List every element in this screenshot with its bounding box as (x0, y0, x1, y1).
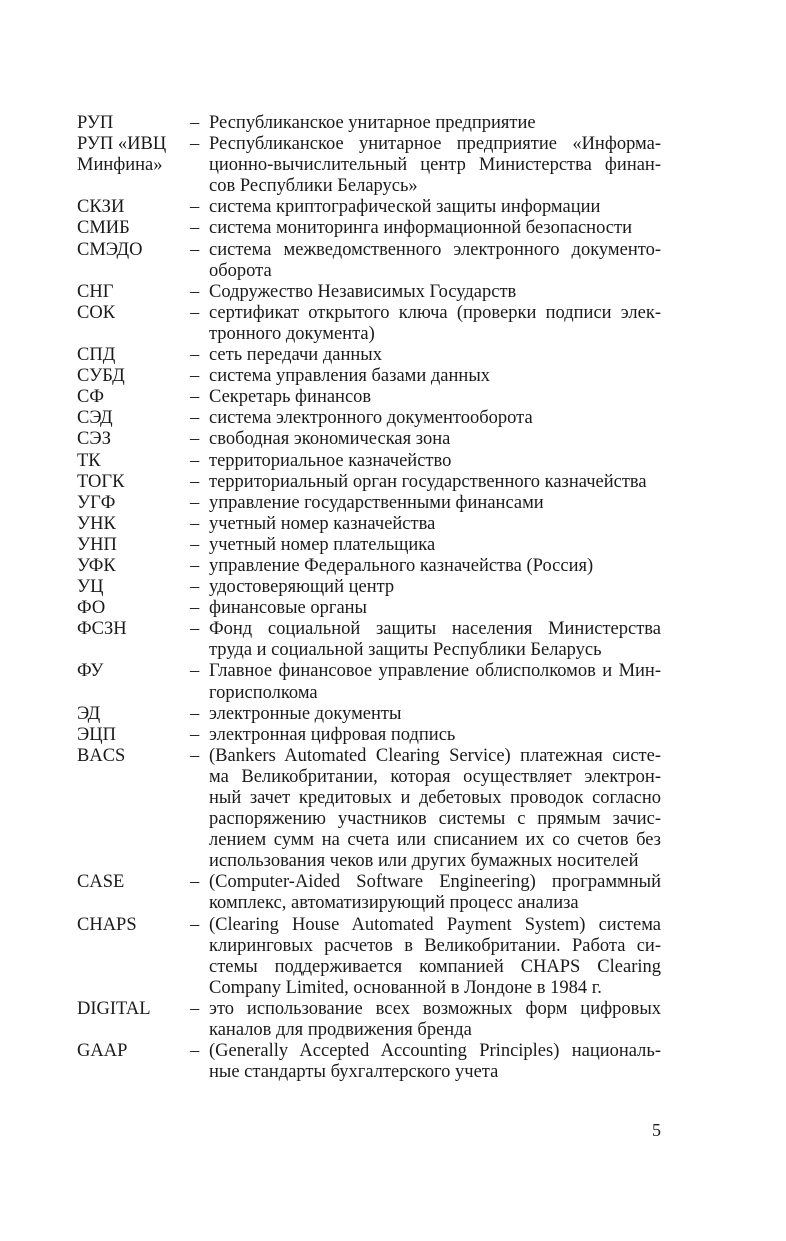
abbreviation-term-line: СОК (77, 302, 116, 323)
abbreviation-term-line: BACS (77, 745, 126, 766)
abbreviation-definition (209, 240, 661, 282)
abbreviation-term-line: СЭЗ (77, 429, 112, 450)
abbreviation-definition (209, 704, 661, 725)
abbreviation-entry (77, 915, 662, 999)
definition-line: это использование всех возможных форм цифровых (209, 998, 661, 1019)
definition-line: финансовые органы (209, 598, 367, 619)
abbreviation-term (77, 556, 190, 577)
abbreviation-term (77, 725, 190, 746)
definition-line: электронная цифровая подпись (209, 724, 456, 745)
definition-line: Главное финансовое управление облисполкомов и Мин- (209, 661, 661, 682)
definition-line: удостоверяющий центр (209, 577, 395, 598)
abbreviation-term-line: СНГ (77, 281, 114, 302)
abbreviation-entry (77, 577, 662, 598)
abbreviation-term (77, 661, 190, 703)
abbreviation-term-line: РУП (77, 113, 114, 133)
abbreviation-entry (77, 134, 662, 197)
definition-line: управление Федерального казначейства (Россия) (209, 555, 594, 576)
abbreviation-term (77, 240, 190, 282)
abbreviation-entry (77, 429, 662, 450)
abbreviation-entry (77, 303, 662, 345)
abbreviation-term (77, 408, 190, 429)
abbreviation-entry (77, 872, 662, 914)
definition-line: система криптографической защиты информации (209, 197, 601, 218)
definition-line: (Generally Accepted Accounting Principles) националь- (209, 1041, 661, 1062)
abbreviation-term-line: ЭЦП (77, 724, 116, 745)
abbreviation-term (77, 366, 190, 387)
dash-separator: – (190, 724, 200, 745)
abbreviation-term (77, 999, 190, 1041)
definition-line: свободная экономическая зона (209, 429, 451, 450)
dash-separator: – (190, 598, 200, 619)
abbreviation-term-line: СКЗИ (77, 197, 125, 218)
dash-separator: – (190, 239, 200, 260)
abbreviation-definition (209, 134, 661, 197)
abbreviation-definition (209, 218, 661, 239)
abbreviation-term-line: CASE (77, 872, 125, 893)
abbreviation-entry (77, 345, 662, 366)
dash-separator: – (190, 872, 200, 893)
definition-line: сов Республики Беларусь» (209, 176, 418, 197)
abbreviation-term-line: СФ (77, 387, 104, 408)
abbreviation-term-line: DIGITAL (77, 998, 151, 1019)
definition-line: учетный номер казначейства (209, 513, 436, 534)
abbreviation-definition (209, 598, 661, 619)
abbreviation-term (77, 218, 190, 239)
dash-separator: – (190, 619, 200, 640)
dash-separator: – (190, 661, 200, 682)
definition-line: оборота (209, 260, 272, 281)
abbreviation-entry (77, 725, 662, 746)
dash-separator: – (190, 555, 200, 576)
abbreviation-entry (77, 472, 662, 493)
abbreviation-definition (209, 535, 661, 556)
dash-separator: – (190, 134, 200, 155)
definition-line: ционно-вычислительный центр Министерства финан- (209, 155, 661, 176)
abbreviation-definition (209, 514, 661, 535)
dash-separator: – (190, 1041, 200, 1062)
abbreviation-entry (77, 493, 662, 514)
dash-separator: – (190, 492, 200, 513)
definition-line: (Clearing House Automated Payment System) система (209, 914, 661, 935)
definition-line: комплекс, автоматизирующий процесс анализа (209, 893, 579, 914)
definition-line: Республиканское унитарное предприятие «Информа- (209, 134, 661, 155)
abbreviation-term (77, 345, 190, 366)
dash-separator: – (190, 218, 200, 239)
abbreviation-term-line: УГФ (77, 492, 116, 513)
dash-separator: – (190, 345, 200, 366)
definition-line: территориальный орган государственного казначейства (209, 471, 647, 492)
definition-line: электронные документы (209, 703, 402, 724)
abbreviation-entry (77, 387, 662, 408)
abbreviation-term-line: ФО (77, 598, 106, 619)
abbreviation-entry (77, 218, 662, 239)
definition-line: Фонд социальной защиты населения Министерства (209, 619, 661, 640)
abbreviation-entry (77, 556, 662, 577)
abbreviation-entry (77, 661, 662, 703)
abbreviation-entry (77, 598, 662, 619)
abbreviation-definition (209, 303, 661, 345)
definition-line: система электронного документооборота (209, 408, 533, 429)
definition-line: сертификат открытого ключа (проверки подписи элек- (209, 302, 661, 323)
abbreviation-definition (209, 746, 661, 873)
abbreviation-term (77, 451, 190, 472)
abbreviation-term-line: ЭД (77, 703, 101, 724)
definition-line: распоряжению участников системы с прямым зачис- (209, 809, 661, 830)
abbreviation-entry (77, 1041, 662, 1083)
abbreviation-definition (209, 725, 661, 746)
dash-separator: – (190, 302, 200, 323)
abbreviation-term (77, 746, 190, 873)
abbreviation-term (77, 387, 190, 408)
abbreviation-term (77, 915, 190, 999)
dash-separator: – (190, 513, 200, 534)
dash-separator: – (190, 703, 200, 724)
abbreviation-definition (209, 619, 661, 661)
dash-separator: – (190, 577, 200, 598)
dash-separator: – (190, 745, 200, 766)
dash-separator: – (190, 197, 200, 218)
abbreviation-term (77, 535, 190, 556)
abbreviation-term-line: СЭД (77, 408, 113, 429)
definition-line: клиринговых расчетов в Великобритании. Работа си- (209, 935, 661, 956)
dash-separator: – (190, 113, 200, 133)
abbreviation-entry (77, 619, 662, 661)
definition-line: Company Limited, основанной в Лондоне в 1984 г. (209, 977, 602, 998)
abbreviation-term-line: СМИБ (77, 218, 130, 239)
abbreviation-definition (209, 999, 661, 1041)
dash-separator: – (190, 471, 200, 492)
definition-line: горисполкома (209, 682, 318, 703)
abbreviation-definition (209, 872, 661, 914)
abbreviation-term (77, 429, 190, 450)
abbreviation-term (77, 282, 190, 303)
definition-line: Содружество Независимых Государств (209, 281, 517, 302)
abbreviation-term-line: Минфина» (77, 155, 163, 176)
abbreviation-term-line: ФСЗН (77, 619, 127, 640)
dash-separator: – (190, 387, 200, 408)
dash-separator: – (190, 534, 200, 555)
abbreviation-definition (209, 387, 661, 408)
abbreviation-definition (209, 282, 661, 303)
abbreviation-definition (209, 197, 661, 218)
definition-line: (Computer-Aided Software Engineering) программный (209, 872, 661, 893)
abbreviation-definition (209, 472, 661, 493)
abbreviation-term-line: СПД (77, 345, 116, 366)
dash-separator: – (190, 998, 200, 1019)
definition-line: управление государственными финансами (209, 492, 544, 513)
abbreviation-term (77, 577, 190, 598)
abbreviation-term-line: СУБД (77, 366, 125, 387)
abbreviation-term-line: УНК (77, 513, 116, 534)
abbreviation-definition (209, 493, 661, 514)
abbreviation-term (77, 514, 190, 535)
abbreviation-entry (77, 197, 662, 218)
abbreviation-definition (209, 408, 661, 429)
definition-line: стемы поддерживается компанией CHAPS Clearing (209, 956, 661, 977)
definition-line: труда и социальной защиты Республики Беларусь (209, 640, 602, 661)
abbreviation-entry (77, 999, 662, 1041)
abbreviation-entry (77, 704, 662, 725)
dash-separator: – (190, 366, 200, 387)
abbreviation-term-line: CHAPS (77, 914, 137, 935)
abbreviation-entry (77, 746, 662, 873)
definition-line: тронного документа) (209, 323, 375, 344)
definition-line: лением сумм на счета или списанием их со счетов без (209, 830, 661, 851)
definition-line: Республиканское унитарное предприятие (209, 113, 536, 133)
abbreviation-term (77, 1041, 190, 1083)
abbreviation-definition (209, 429, 661, 450)
definition-line: (Bankers Automated Clearing Service) платежная систе- (209, 745, 661, 766)
abbreviation-entry (77, 240, 662, 282)
abbreviation-term (77, 197, 190, 218)
abbreviation-entry (77, 451, 662, 472)
abbreviation-term-line: ТК (77, 450, 101, 471)
definition-line: использования чеков или других бумажных носителей (209, 851, 639, 872)
definition-line: ма Великобритании, которая осуществляет электрон- (209, 766, 661, 787)
abbreviation-definition (209, 451, 661, 472)
abbreviation-definition (209, 577, 661, 598)
definition-line: учетный номер плательщика (209, 534, 436, 555)
dash-separator: – (190, 914, 200, 935)
abbreviation-definition (209, 1041, 661, 1083)
abbreviation-definition (209, 556, 661, 577)
definition-line: система межведомственного электронного документо- (209, 239, 661, 260)
abbreviation-entry (77, 282, 662, 303)
definition-line: сеть передачи данных (209, 345, 382, 366)
abbreviation-list (77, 113, 662, 1083)
abbreviation-term-line: УЦ (77, 577, 104, 598)
abbreviation-term-line: ТОГК (77, 471, 125, 492)
abbreviation-entry (77, 366, 662, 387)
abbreviation-entry (77, 113, 662, 134)
page-number: 5 (652, 1120, 661, 1140)
definition-line: ные стандарты бухгалтерского учета (209, 1062, 499, 1083)
dash-separator: – (190, 450, 200, 471)
abbreviation-term-line: ФУ (77, 661, 104, 682)
abbreviation-definition (209, 345, 661, 366)
abbreviation-term (77, 303, 190, 345)
dash-separator: – (190, 429, 200, 450)
definition-line: территориальное казначейство (209, 450, 452, 471)
abbreviation-term (77, 493, 190, 514)
definition-line: система управления базами данных (209, 366, 490, 387)
abbreviation-term (77, 134, 190, 197)
abbreviation-definition (209, 661, 661, 703)
abbreviation-definition (209, 366, 661, 387)
abbreviation-term (77, 619, 190, 661)
abbreviation-term-line: GAAP (77, 1041, 128, 1062)
abbreviation-term (77, 872, 190, 914)
definition-line: Секретарь финансов (209, 387, 372, 408)
abbreviation-entry (77, 514, 662, 535)
abbreviation-definition (209, 113, 661, 134)
dash-separator: – (190, 408, 200, 429)
abbreviation-term (77, 113, 190, 134)
abbreviation-entry (77, 408, 662, 429)
abbreviation-term-line: УФК (77, 555, 116, 576)
definition-line: система мониторинга информационной безопасности (209, 218, 632, 239)
abbreviation-term-line: СМЭДО (77, 239, 143, 260)
definition-line: каналов для продвижения бренда (209, 1020, 472, 1041)
abbreviation-entry (77, 535, 662, 556)
abbreviation-term (77, 704, 190, 725)
abbreviation-term (77, 598, 190, 619)
dash-separator: – (190, 281, 200, 302)
abbreviation-definition (209, 915, 661, 999)
abbreviation-term (77, 472, 190, 493)
abbreviation-term-line: РУП «ИВЦ (77, 134, 167, 155)
definition-line: ный зачет кредитовых и дебетовых проводок согласно (209, 788, 661, 808)
abbreviation-term-line: УНП (77, 534, 117, 555)
